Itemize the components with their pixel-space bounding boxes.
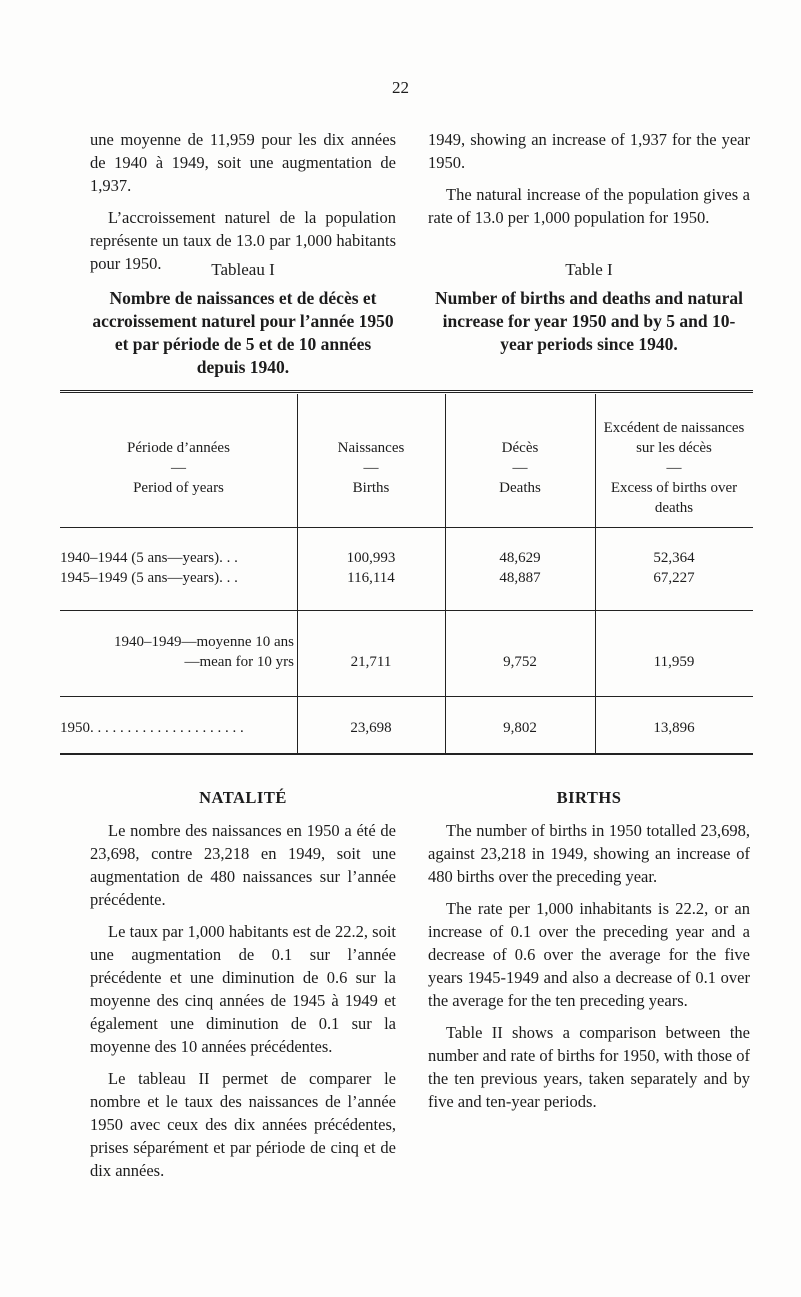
table-top-rule — [60, 390, 753, 393]
row-divider — [60, 696, 753, 697]
table-bottom-rule — [60, 753, 753, 755]
page-number: 22 — [392, 78, 409, 97]
deaths-mean: 9,752 — [503, 654, 537, 670]
header-deaths: Décès — Deaths — [499, 440, 541, 496]
intro-fr-paragraph-1: une moyenne de 11,959 pour les dix années de 1940 à 1949, soit une augmentation de 1,937. — [90, 130, 396, 195]
excess-values: 52,364 67,227 — [653, 550, 695, 586]
natalite-paragraph-1: Le nombre des naissances en 1950 a été de 23,698, contre 23,218 en 1949, soit une augmentation de 480 naissances sur l’année précédente. — [90, 821, 396, 909]
table-caption-en: Number of births and deaths and natural increase for year 1950 and by 5 and 10-year periods since 1940. — [435, 288, 743, 354]
intro-en-paragraph-2: The natural increase of the population gives a rate of 13.0 per 1,000 population for 1950. — [428, 185, 750, 227]
header-excess: Excédent de naissances sur les décès — Excess of births over deaths — [603, 420, 745, 516]
header-divider — [60, 527, 753, 528]
table-label-fr: Tableau I — [211, 260, 275, 279]
births-paragraph-1: The number of births in 1950 totalled 23,698, against 23,218 in 1949, showing an increase of 480 births over the preceding year. — [428, 821, 750, 886]
table-label-en: Table I — [565, 260, 613, 279]
births-section — [428, 786, 750, 1122]
natalite-section — [90, 786, 396, 1191]
births-paragraph-3: Table II shows a comparison between the number and rate of births for 1950, with those of the ten previous years, taken separately and by five and ten-year periods. — [428, 1023, 750, 1111]
births-paragraph-2: The rate per 1,000 inhabitants is 22.2, or an increase of 0.1 over the preceding year and a decrease of 0.6 over the average for the five years 1945-1949 and also a decrease of 0.1 over the average for the ten preceding years. — [428, 899, 750, 1010]
births-mean: 21,711 — [350, 654, 392, 670]
natalite-title: NATALITÉ — [199, 788, 287, 807]
births-1950: 23,698 — [350, 720, 392, 736]
intro-en-paragraph-1: 1949, showing an increase of 1,937 for the year 1950. — [428, 130, 750, 172]
table-title-french — [90, 258, 396, 379]
table-title-english — [428, 258, 750, 356]
header-period: Période d’années — Period of years — [127, 440, 230, 496]
table-row: 1950. . . . . . . . . . . . . . . . . . . . . — [60, 720, 244, 736]
natalite-paragraph-2: Le taux par 1,000 habitants est de 22.2, soit une augmentation de 0.1 sur l’année précédente et une diminution de 0.6 sur la moyenne des cinq années de 1945 à 1949 et également une diminution de 0.1 sur la moyenne des 10 années précédentes. — [90, 922, 396, 1056]
intro-fr-paragraph-2: L’accroissement naturel de la population représente un taux de 13.0 par 1,000 habitants pour 1950. — [90, 208, 396, 273]
table-row: 1940–1944 (5 ans—years). . . 1945–1949 (5 ans—years). . . — [60, 550, 238, 586]
intro-english — [428, 128, 750, 238]
table-row: 1940–1949—moyenne 10 ans —mean for 10 yrs — [114, 634, 294, 670]
natalite-paragraph-3: Le tableau II permet de comparer le nombre et le taux des naissances de l’année 1950 avec ceux des dix années précédentes, prises séparément et par période de cinq et de dix années. — [90, 1069, 396, 1180]
births-title: BIRTHS — [556, 788, 622, 807]
excess-1950: 13,896 — [653, 720, 695, 736]
births-values: 100,993 116,114 — [346, 550, 396, 586]
table-caption-fr: Nombre de naissances et de décès et accroissement naturel pour l’année 1950 et par période de 5 et de 10 années depuis 1940. — [92, 288, 394, 377]
row-divider — [60, 610, 753, 611]
header-births: Naissances — Births — [337, 440, 405, 496]
births-deaths-table — [60, 390, 753, 756]
deaths-values: 48,629 48,887 — [499, 550, 541, 586]
excess-mean: 11,959 — [653, 654, 695, 670]
deaths-1950: 9,802 — [503, 720, 537, 736]
